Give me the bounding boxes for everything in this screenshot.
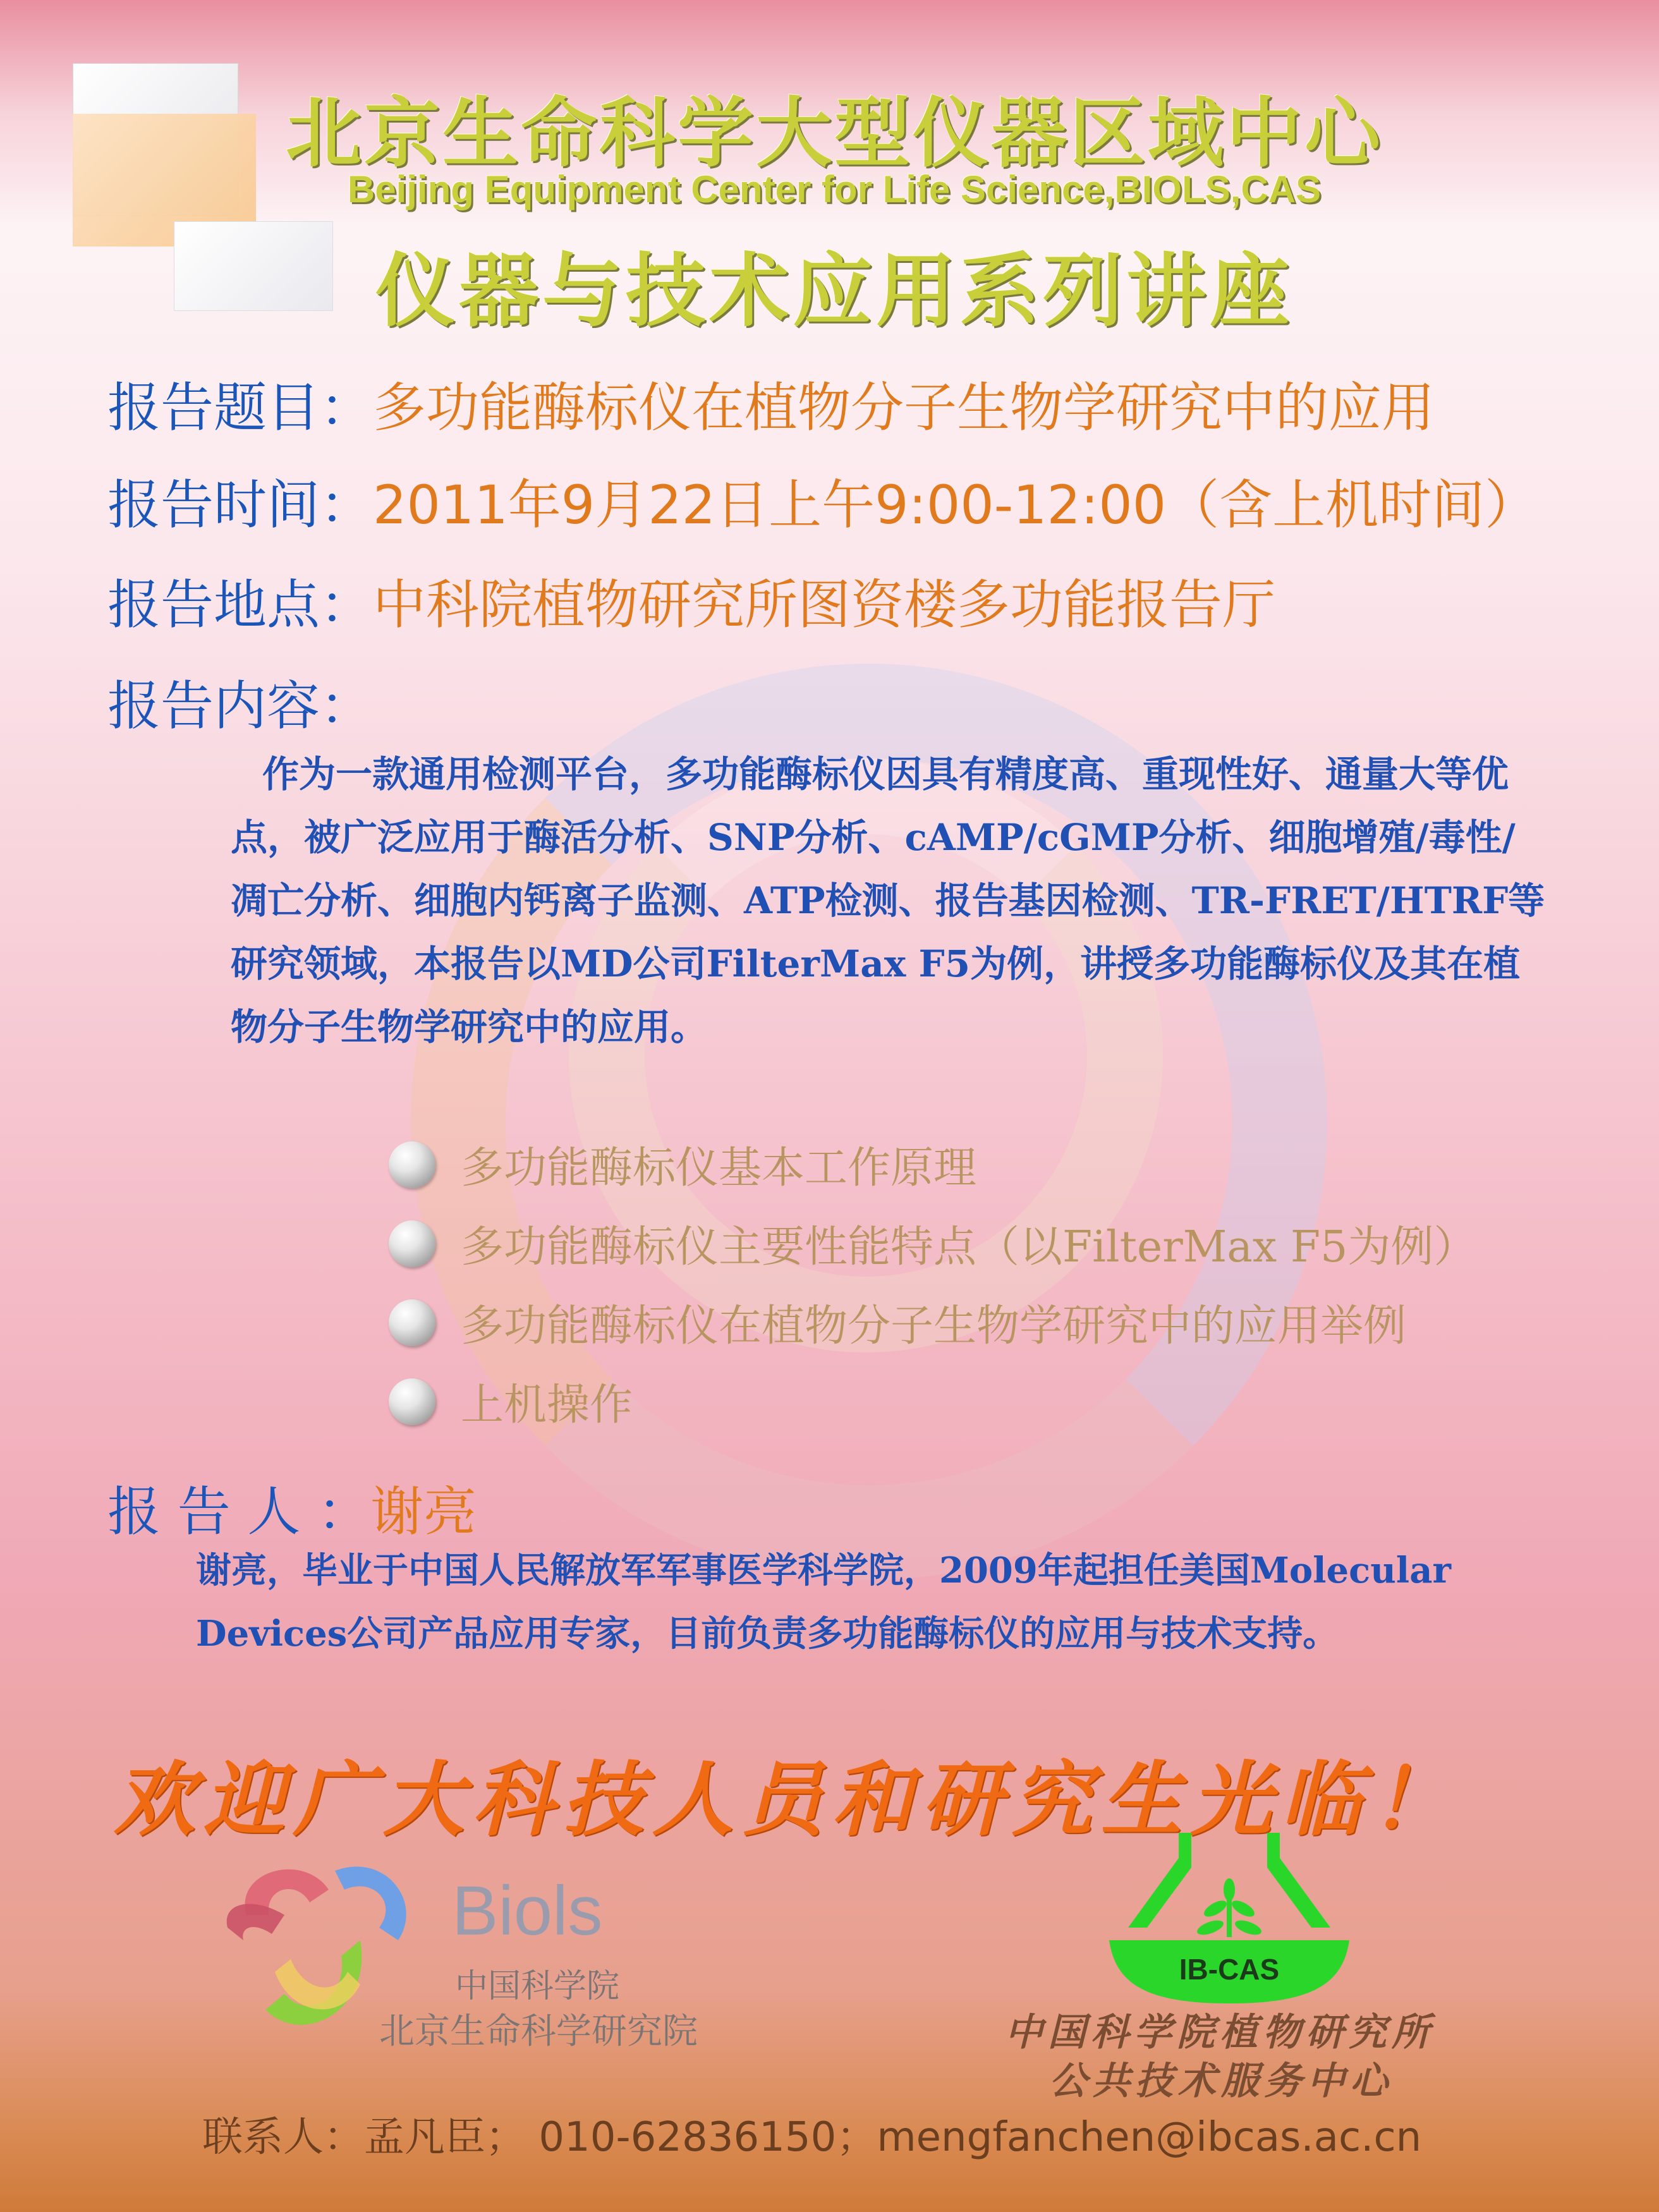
biols-org-cn: 中国科学院 — [455, 1967, 620, 2005]
content-label: 报告内容： — [107, 675, 374, 737]
ibcas-logo-label: IB-CAS — [1179, 1953, 1280, 1986]
place-value: 中科院植物研究所图资楼多功能报告厅 — [373, 574, 1276, 636]
speaker-label: 报 告 人 ： — [107, 1481, 371, 1543]
list-item — [389, 1362, 1476, 1441]
place-row — [107, 562, 1275, 639]
topic-label: 报告题目： — [107, 377, 374, 439]
ibcas-logo-icon — [1103, 1833, 1356, 2016]
content-paragraph-text: 作为一款通用检测平台，多功能酶标仪因具有精度高、重现性好、通量大等优点，被广泛应用于酶活分析、SNP分析、cAMP/cGMP分析、细胞增殖/毒性/凋亡分析、细胞内钙离子监测、ATP检测、报告基因检测、TR-FRET/HTRF等研究领域，本报告以MD公司FilterMax F5为例，讲授多功能酶标仪及其在植物分子生物学研究中的应用。 — [231, 753, 1545, 1048]
place-label: 报告地点： — [107, 574, 374, 636]
lecture-series-title: 仪器与技术应用系列讲座 — [375, 245, 1293, 337]
topic-row — [107, 365, 1435, 442]
list-item-label: 多功能酶标仪基本工作原理 — [461, 1143, 977, 1193]
bullet-ball-icon — [389, 1220, 435, 1267]
contact-line: 联系人：孟凡臣； 010-62836150；mengfanchen@ibcas.ac.cn — [202, 2114, 1422, 2161]
speaker-row — [107, 1469, 477, 1546]
time-row — [107, 463, 1538, 539]
list-item-label: 上机操作 — [461, 1380, 633, 1430]
ibcas-center-cn: 公共技术服务中心 — [1049, 2059, 1393, 2103]
ibcas-org-cn: 中国科学院植物研究所 — [1005, 2010, 1435, 2055]
biols-institute-cn: 北京生命科学研究院 — [379, 2011, 698, 2052]
speaker-name: 谢亮 — [370, 1481, 477, 1543]
time-value: 2011年9月22日上午9:00-12:00（含上机时间） — [373, 474, 1538, 536]
welcome-banner: 欢迎广大科技人员和研究生光临！ — [114, 1753, 1461, 1847]
list-item — [389, 1204, 1476, 1283]
content-row — [107, 664, 373, 740]
time-label: 报告时间： — [107, 474, 374, 536]
center-title-cn: 北京生命科学大型仪器区域中心 — [286, 90, 1383, 178]
biols-wordmark: Biols — [452, 1872, 603, 1950]
content-paragraph — [231, 743, 1552, 1059]
bullet-ball-icon — [389, 1141, 435, 1188]
bullet-ball-icon — [389, 1378, 435, 1425]
topic-value: 多功能酶标仪在植物分子生物学研究中的应用 — [373, 377, 1435, 439]
list-item-label: 多功能酶标仪在植物分子生物学研究中的应用举例 — [461, 1301, 1407, 1351]
header-cube-decoration-lower — [174, 221, 333, 311]
list-item — [389, 1283, 1476, 1362]
outline-list — [389, 1125, 1476, 1441]
bullet-ball-icon — [389, 1299, 435, 1346]
list-item-label: 多功能酶标仪主要性能特点（以FilterMax F5为例） — [461, 1222, 1477, 1272]
center-title-en: Beijing Equipment Center for Life Science,BIOLS,CAS — [347, 168, 1322, 210]
list-item — [389, 1125, 1476, 1204]
speaker-bio: 谢亮，毕业于中国人民解放军军事医学科学院，2009年起担任美国Molecular Devices公司产品应用专家，目前负责多功能酶标仪的应用与技术支持。 — [196, 1550, 1451, 1655]
